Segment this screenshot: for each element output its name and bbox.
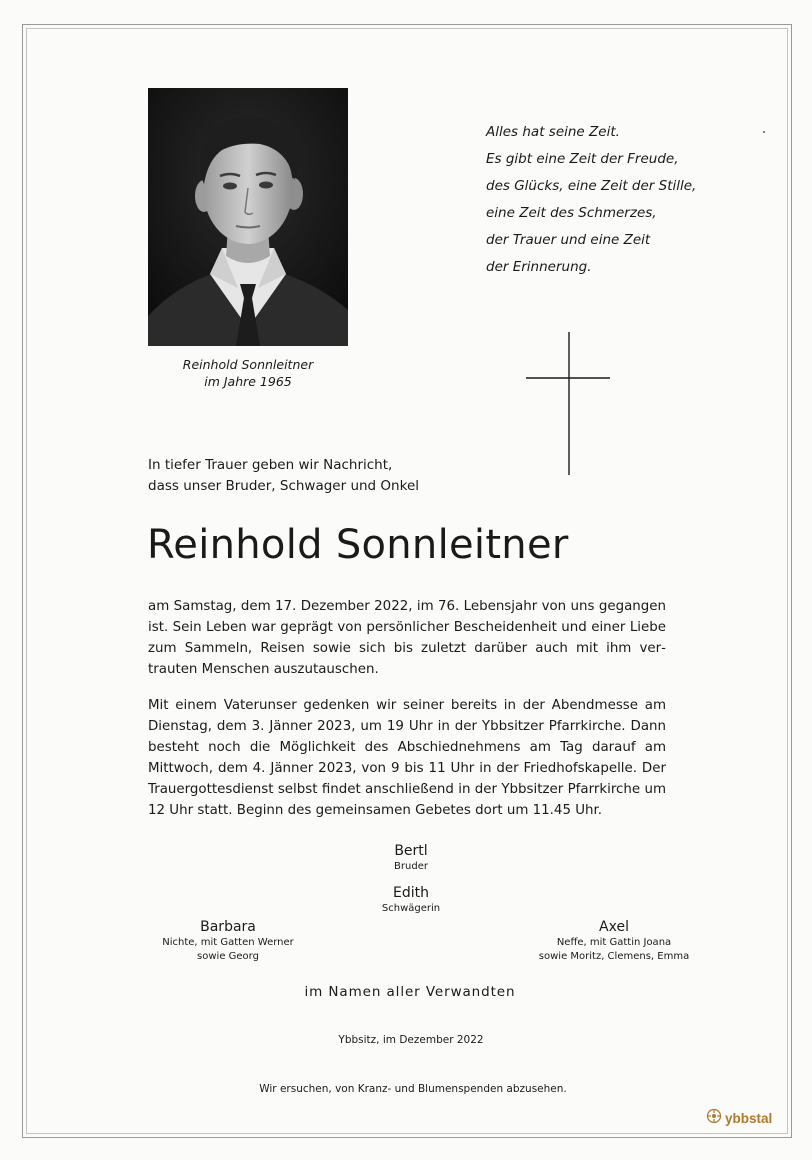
- flower-request-note: Wir ersuchen, von Kranz- und Blumenspenden abzusehen.: [259, 1083, 567, 1095]
- poem-line: eine Zeit des Schmerzes,: [486, 205, 657, 221]
- caption-year: im Jahre 1965: [204, 374, 292, 389]
- intro-text: [148, 455, 508, 497]
- mourner-axel: [514, 918, 714, 964]
- ybbstal-logo-icon: [706, 1108, 722, 1128]
- mourner-edith: [360, 884, 462, 916]
- mourner-relation: Bruder: [394, 861, 428, 872]
- mourner-relation: Neffe, mit Gattin Joana: [556, 937, 672, 948]
- poem-line: der Erinnerung.: [486, 259, 592, 275]
- paper-speck: [763, 131, 765, 133]
- poem-line: Es gibt eine Zeit der Freude,: [486, 151, 679, 167]
- portrait-photo: [148, 88, 348, 346]
- relatives-note: im Namen aller Verwandten: [304, 984, 516, 1000]
- mourner-relation: Schwägerin: [381, 903, 441, 914]
- mourner-name: Bertl: [394, 843, 428, 859]
- mourner-name: Axel: [599, 919, 629, 935]
- poem-line: der Trauer und eine Zeit: [486, 232, 651, 248]
- intro-line: dass unser Bruder, Schwager und Onkel: [148, 478, 419, 494]
- cross-icon: [526, 332, 612, 480]
- brand-logo: [706, 1108, 772, 1128]
- mourner-name: Barbara: [200, 919, 256, 935]
- death-notice-paragraph: am Samstag, dem 17. Dezember 2022, im 76. Lebensjahr von uns gegangen ist. Sein Leben war geprägt von persönlicher Bescheidenheit und einer Liebe zum Sammeln, Reisen sowie sich bis zuletzt darüber auch mit ihm vertrauten Menschen auszutauschen.: [148, 599, 666, 677]
- service-details-paragraph: Mit einem Vaterunser gedenken wir seiner bereits in der Abendmesse am Dienstag, dem 3. Jänner 2023, um 19 Uhr in der Ybbsitzer Pfarrkirche. Dann besteht noch die Möglichkeit des Abschiednehmens am Tag darauf am Mittwoch, dem 4. Jänner 2023, von 9 bis 11 Uhr in der Friedhofskapelle. Der Trauergottesdienst selbst findet anschließend in der Ybbsitzer Pfarrkirche um 12 Uhr statt. Beginn des gemeinsamen Gebetes dort um 11.45 Uhr.: [148, 698, 666, 818]
- mourner-barbara: [138, 918, 318, 964]
- mourner-relation: sowie Moritz, Clemens, Emma: [538, 951, 690, 962]
- deceased-name: Reinhold Sonnleitner: [147, 522, 569, 568]
- poem-line: Alles hat seine Zeit.: [486, 124, 620, 140]
- mourner-bertl: [360, 842, 462, 874]
- place-date: Ybbsitz, im Dezember 2022: [338, 1034, 484, 1046]
- brand-text: ybbstal: [725, 1110, 773, 1126]
- photo-caption: [148, 356, 348, 390]
- mourner-relation: Nichte, mit Gatten Werner: [162, 937, 294, 948]
- poem-line: des Glücks, eine Zeit der Stille,: [486, 178, 697, 194]
- intro-line: In tiefer Trauer geben wir Nachricht,: [148, 457, 393, 473]
- caption-name: Reinhold Sonnleitner: [182, 357, 314, 372]
- mourner-relation: sowie Georg: [197, 951, 259, 962]
- mourner-name: Edith: [393, 885, 429, 901]
- poem: [486, 119, 726, 281]
